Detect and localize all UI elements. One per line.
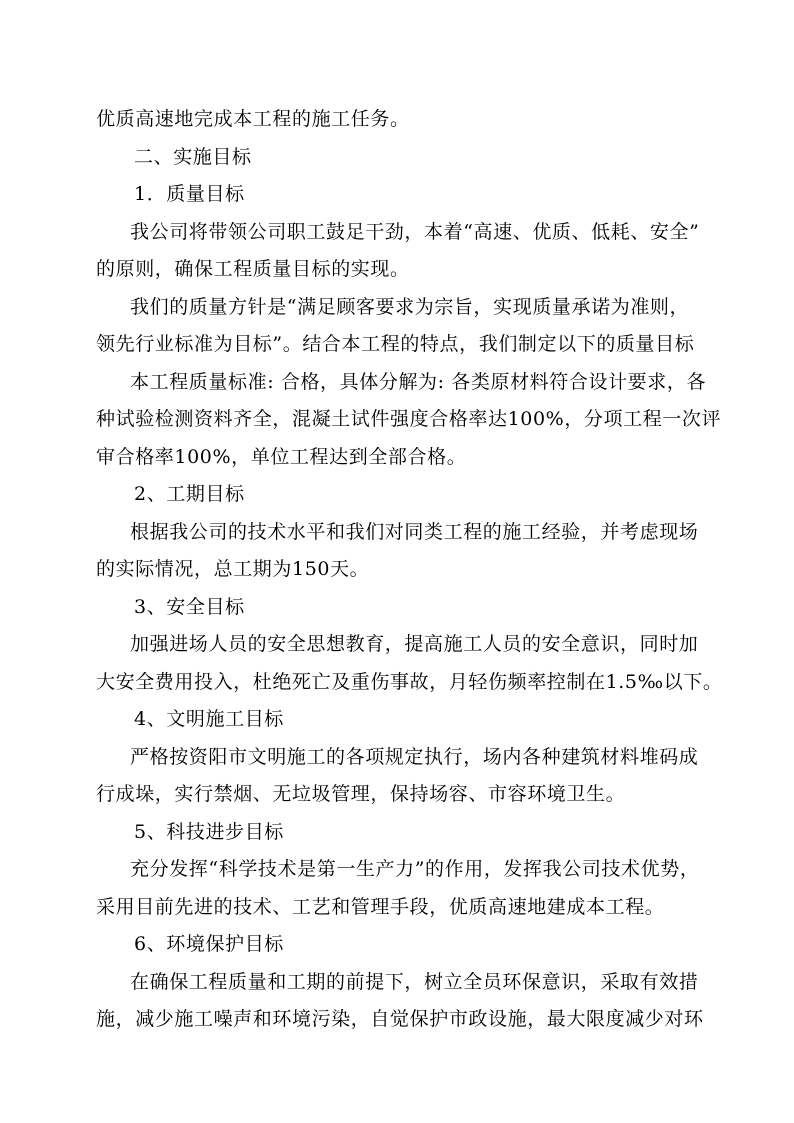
paragraph-line: 优质高速地完成本工程的施工任务。 [96,108,410,130]
paragraph-line: 我们的质量方针是“满足顾客要求为宗旨，实现质量承诺为准则， [130,296,690,318]
paragraph-line: 本工程质量标准: 合格，具体分解为: 各类原材料符合设计要求，各 [130,371,707,393]
subsection-heading: 2、工期目标 [134,483,245,505]
paragraph-line: 采用目前先进的技术、工艺和管理手段，优质高速地建成本工程。 [96,896,665,918]
paragraph-line: 的实际情况，总工期为150天。 [96,558,370,580]
paragraph-line: 充分发挥“科学技术是第一生产力”的作用，发挥我公司技术优势， [130,858,700,880]
paragraph-line: 施，减少施工噪声和环境污染，自觉保护市政设施，最大限度减少对环 [96,1008,704,1030]
paragraph-line: 在确保工程质量和工期的前提下，树立全员环保意识，采取有效措 [130,971,699,993]
subsection-heading: 4、文明施工目标 [134,708,284,730]
paragraph-line: 审合格率100%，单位工程达到全部合格。 [96,446,467,468]
paragraph-line: 大安全费用投入，杜绝死亡及重伤事故，月轻伤频率控制在1.5‰以下。 [96,671,723,693]
subsection-heading: 3、安全目标 [134,596,245,618]
paragraph-line: 种试验检测资料齐全，混凝土试件强度合格率达100%，分项工程一次评 [96,408,722,430]
paragraph-line: 的原则，确保工程质量目标的实现。 [96,258,410,280]
paragraph-line: 根据我公司的技术水平和我们对同类工程的施工经验，并考虑现场 [130,521,699,543]
subsection-heading: 5、科技进步目标 [134,821,284,843]
paragraph-line: 我公司将带领公司职工鼓足干劲，本着“高速、优质、低耗、安全” [130,221,700,243]
paragraph-line: 行成垛，实行禁烟、无垃圾管理，保持场容、市容环境卫生。 [96,783,626,805]
paragraph-line: 严格按资阳市文明施工的各项规定执行，场内各种建筑材料堆码成 [130,746,699,768]
section-heading: 二、实施目标 [134,146,252,168]
subsection-heading: 1．质量目标 [134,183,245,205]
paragraph-line: 领先行业标准为目标”。结合本工程的特点，我们制定以下的质量目标 [96,333,695,355]
subsection-heading: 6、环境保护目标 [134,933,284,955]
paragraph-line: 加强进场人员的安全思想教育，提高施工人员的安全意识，同时加 [130,633,699,655]
